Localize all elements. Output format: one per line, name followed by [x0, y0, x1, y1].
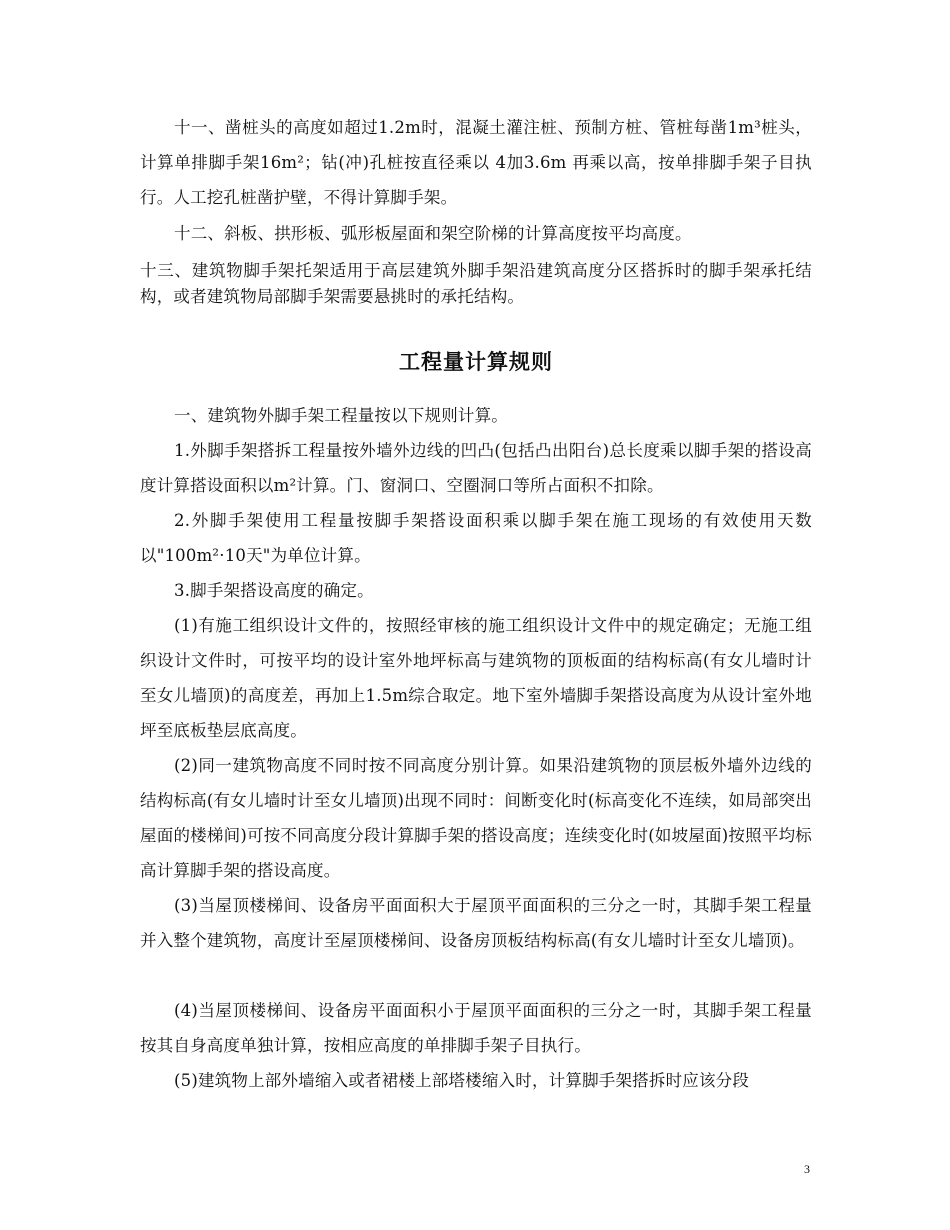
paragraph-item-13: 十三、建筑物脚手架托架适用于高层建筑外脚手架沿建筑高度分区搭拆时的脚手架承托结构，或者建筑物局部脚手架需要悬挑时的承托结构。: [140, 261, 812, 306]
rule-1-1: 1.外脚手架搭拆工程量按外墙外边线的凹凸(包括凸出阳台)总长度乘以脚手架的搭设高度计算搭设面积以m²计算。门、窗洞口、空圈洞口等所占面积不扣除。: [140, 441, 812, 495]
rule-1-3: 3.脚手架搭设高度的确定。: [174, 581, 374, 600]
rule-1-3-1: (1)有施工组织设计文件的，按照经审核的施工组织设计文件中的规定确定；无施工组织设计文件时，可按平均的设计室外地坪标高与建筑物的顶板面的结构标高(有女儿墙时计至女儿墙顶)的高度差，再加上1.5m综合取定。地下室外墙脚手架搭设高度为从设计室外地坪至底板垫层底高度。: [140, 616, 812, 740]
page-number: 3: [804, 1162, 810, 1176]
rule-1: 一、建筑物外脚手架工程量按以下规则计算。: [174, 406, 508, 425]
rule-1-3-4: (4)当屋顶楼梯间、设备房平面面积小于屋顶平面面积的三分之一时，其脚手架工程量按其自身高度单独计算，按相应高度的单排脚手架子目执行。: [140, 1001, 812, 1055]
paragraph-item-11: 十一、凿桩头的高度如超过1.2m时，混凝土灌注桩、预制方桩、管桩每凿1m³桩头，计算单排脚手架16m²；钻(冲)孔桩按直径乘以 4加3.6m 再乘以高，按单排脚手架子目执行。人工挖孔桩凿护壁，不得计算脚手架。: [140, 118, 812, 207]
rule-1-3-5: (5)建筑物上部外墙缩入或者裙楼上部塔楼缩入时，计算脚手架搭拆时应该分段: [174, 1071, 750, 1090]
paragraph-item-12: 十二、斜板、拱形板、弧形板屋面和架空阶梯的计算高度按平均高度。: [174, 224, 692, 243]
rule-1-3-2: (2)同一建筑物高度不同时按不同高度分别计算。如果沿建筑物的顶层板外墙外边线的结构标高(有女儿墙时计至女儿墙顶)出现不同时：间断变化时(标高变化不连续，如局部突出屋面的楼梯间)可按不同高度分段计算脚手架的搭设高度；连续变化时(如坡屋面)按照平均标高计算脚手架的搭设高度。: [140, 756, 812, 880]
rule-1-3-3: (3)当屋顶楼梯间、设备房平面面积大于屋顶平面面积的三分之一时，其脚手架工程量并入整个建筑物，高度计至屋顶楼梯间、设备房顶板结构标高(有女儿墙时计至女儿墙顶)。: [140, 896, 812, 950]
section-heading: 工程量计算规则: [399, 350, 553, 374]
rule-1-2: 2.外脚手架使用工程量按脚手架搭设面积乘以脚手架在施工现场的有效使用天数以"100m²·10天"为单位计算。: [140, 511, 812, 565]
